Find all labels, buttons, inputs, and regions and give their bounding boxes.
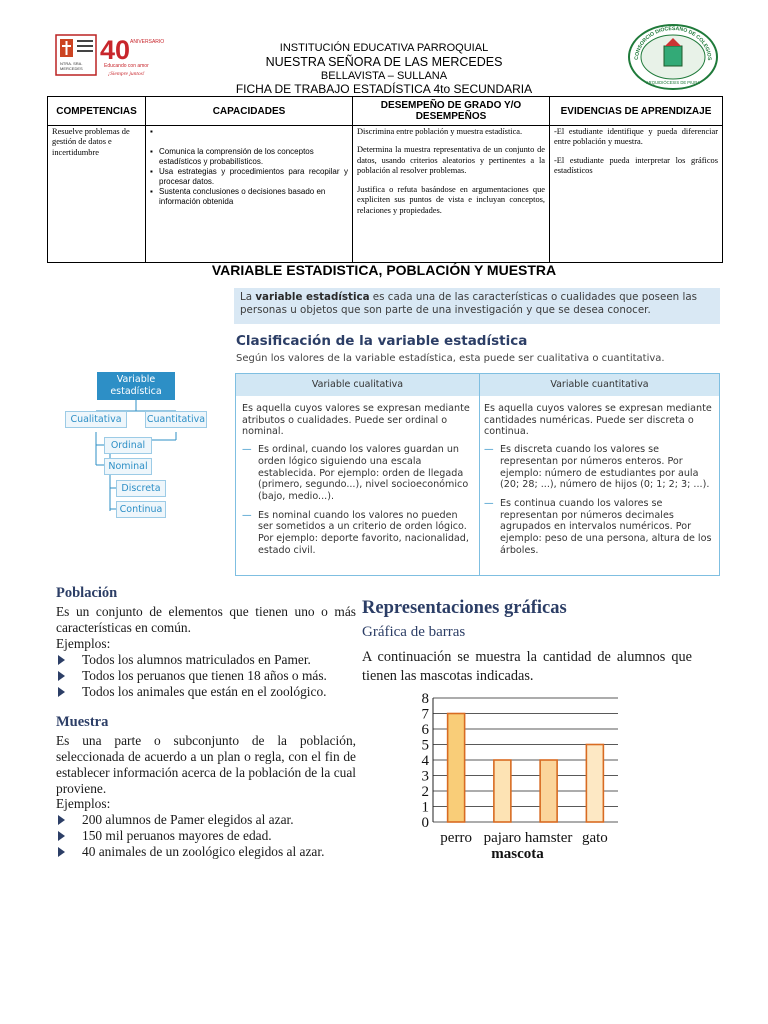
list-item: ▪ Sustenta conclusiones o decisiones basado en información obtenida [159, 187, 348, 207]
cualitativa-body [242, 403, 470, 563]
tree-root-node: Variable estadística [97, 372, 175, 400]
muestra-examples-label: Ejemplos: [56, 796, 111, 811]
y-tick-label: 6 [421, 722, 429, 738]
list-item: Discrimina entre población y muestra estadística. [357, 127, 523, 136]
school-type: INSTITUCIÓN EDUCATIVA PARROQUIAL [279, 42, 489, 54]
list-item: 150 mil peruanos mayores de edad. [56, 828, 356, 844]
school-name: NUESTRA SEÑORA DE LAS MERCEDES [265, 55, 503, 69]
list-item: — Es ordinal, cuando los valores guardan un orden lógico siguiendo una escala establecida. Por ejemplo: orden de llegada (primero, segundo...), nivel socioeconómico (bajo, medio...). [242, 444, 469, 502]
list-item: 200 alumnos de Pamer elegidos al azar. [56, 812, 356, 828]
y-tick-label: 5 [421, 737, 429, 754]
table-row [48, 126, 723, 263]
list-item: Determina la muestra representativa de un conjunto de datos, usando criterios aleatorios y pertinentes a la población al resolver problemas. [357, 145, 545, 176]
worksheet-title: FICHA DE TRABAJO ESTADÍSTICA 4to SECUNDARIA [235, 82, 533, 96]
section-title: VARIABLE ESTADISTICA, POBLACIÓN Y MUESTRA [211, 262, 557, 278]
bar [586, 745, 603, 823]
svg-text:Educando con amor: Educando con amor [104, 63, 149, 69]
y-tick-label: 2 [421, 784, 429, 800]
y-tick-label: 3 [421, 768, 429, 785]
x-axis-label: mascota [491, 846, 544, 862]
tree-node-nominal: Nominal [104, 458, 152, 475]
classification-subtitle: Según los valores de la variable estadística, esta puede ser cualitativa o cuantitativa. [236, 353, 665, 364]
competencia-text: Resuelve problemas de gestión de datos e incertidumbre [52, 127, 130, 157]
list-item: Todos los peruanos que tienen 18 años o más. [56, 668, 356, 684]
list-item: -El estudiante pueda interpretar los gráficos estadísticos [554, 155, 718, 176]
cualitativa-header: Variable cualitativa [236, 374, 479, 396]
cuantitativa-header: Variable cuantitativa [480, 374, 719, 396]
svg-text:NTRA. SRA.: NTRA. SRA. [60, 61, 83, 66]
column-header: DESEMPEÑO DE GRADO Y/O DESEMPEÑOS [353, 97, 550, 126]
list-item: — Es continua cuando los valores se representan por números decimales agrupados en intervalos numéricos. Por ejemplo: peso de una persona, altura de los árboles. [484, 497, 712, 556]
list-item: — Es nominal cuando los valores no pueden ser sometidos a un criterio de orden lógico. Por ejemplo: deporte favorito, nacionalidad, estado civil. [242, 509, 469, 556]
tree-node-cualitativa: Cualitativa [65, 411, 127, 428]
poblacion-examples-label: Ejemplos: [56, 636, 111, 651]
definition-post: es cada una de las características o cualidades que poseen las personas u objetos que son parte de una investigación y que se desea conocer. [240, 291, 697, 316]
column-header: COMPETENCIAS [48, 97, 146, 126]
competencies-table [47, 96, 723, 263]
tree-node-ordinal: Ordinal [104, 437, 152, 454]
svg-text:MERCEDES: MERCEDES [60, 66, 83, 71]
list-item: Justifica o refuta basándose en argumentaciones que expliciten sus puntos de vista e incluyan conceptos, relaciones y propiedades. [357, 184, 545, 215]
y-tick-label: 4 [421, 753, 429, 769]
definition-term: variable estadística [255, 291, 370, 303]
svg-text:ANIVERSARIO: ANIVERSARIO [130, 39, 164, 45]
poblacion-title: Población [56, 585, 118, 601]
tree-node-discreta: Discreta [116, 480, 166, 497]
evidencias-cell [550, 126, 723, 263]
x-tick-label: pajaro [483, 830, 522, 846]
muestra-text: Es una parte o subconjunto de la población, seleccionada de acuerdo a un plan o regla, con el fin de establecer información acerca de la población de la cual proviene. [56, 733, 356, 796]
svg-text:40: 40 [100, 35, 131, 65]
poblacion-examples [56, 652, 356, 700]
representaciones-subtitle: Gráfica de barras [362, 624, 466, 640]
y-tick-label: 0 [421, 815, 429, 831]
muestra-title: Muestra [56, 714, 109, 730]
y-tick-label: 1 [421, 799, 429, 816]
tree-node-cuantitativa: Cuantitativa [145, 411, 207, 428]
column-header: EVIDENCIAS DE APRENDIZAJE [550, 97, 723, 126]
list-item: 40 animales de un zoológico elegidos al azar. [56, 844, 356, 860]
classification-title: Clasificación de la variable estadística [236, 333, 528, 349]
list-item: — Es discreta cuando los valores se representan por números enteros. Por ejemplo: número de estudiantes por aula (20; 28; ...), número de hijos (0; 1; 2; 3; ...). [484, 444, 710, 491]
x-tick-label: gato [581, 830, 608, 846]
capacidades-cell [146, 126, 353, 263]
definition-pre: La [240, 291, 256, 303]
classification-table [235, 373, 720, 576]
school-location: BELLAVISTA – SULLANA [320, 70, 448, 82]
competencia-cell [48, 126, 146, 263]
definition-box [234, 288, 720, 324]
cualitativa-intro: Es aquella cuyos valores se expresan mediante atributos o cualidades. Puede ser ordinal o nominal. [242, 403, 470, 438]
list-item [159, 127, 348, 147]
representaciones-title: Representaciones gráficas [362, 598, 567, 618]
y-tick-label: 8 [421, 691, 429, 707]
tree-node-continua: Continua [116, 501, 166, 518]
x-tick-label: hamster [524, 830, 573, 846]
poblacion-text: Es un conjunto de elementos que tienen uno o más características en común. [56, 604, 356, 635]
svg-text:ARQUIDIÓCESIS DE PIURA: ARQUIDIÓCESIS DE PIURA [645, 80, 701, 85]
bar [494, 760, 511, 822]
column-header: CAPACIDADES [146, 97, 353, 126]
bar [448, 714, 465, 823]
desempenos-cell [353, 126, 550, 263]
bar-chart [395, 690, 625, 865]
cuantitativa-intro: Es aquella cuyos valores se expresan mediante cantidades numéricas. Puede ser discreta o continua. [484, 403, 712, 438]
list-item: ▪ Comunica la comprensión de los conceptos estadísticos y probabilísticos. [159, 147, 348, 167]
cuantitativa-body [484, 403, 714, 563]
y-tick-label: 7 [421, 706, 429, 723]
x-tick-label: perro [440, 830, 472, 846]
column-divider [479, 374, 480, 575]
list-item: ▪ Usa estrategias y procedimientos para recopilar y procesar datos. [159, 167, 348, 187]
bar [540, 760, 557, 822]
table-header-row [48, 97, 723, 126]
svg-text:CONSORCIO DIOCESANO DE COLEGIO: CONSORCIO DIOCESANO DE COLEGIOS [633, 25, 713, 61]
list-item: Todos los alumnos matriculados en Pamer. [56, 652, 356, 668]
svg-text:¡Siempre juntos!: ¡Siempre juntos! [108, 71, 145, 77]
list-item: Todos los animales que están en el zoológico. [56, 684, 356, 700]
list-item: -El estudiante identifique y pueda diferenciar entre población y muestra. [554, 127, 718, 147]
muestra-examples [56, 812, 356, 860]
representaciones-text: A continuación se muestra la cantidad de alumnos que tienen las mascotas indicadas. [362, 649, 692, 684]
